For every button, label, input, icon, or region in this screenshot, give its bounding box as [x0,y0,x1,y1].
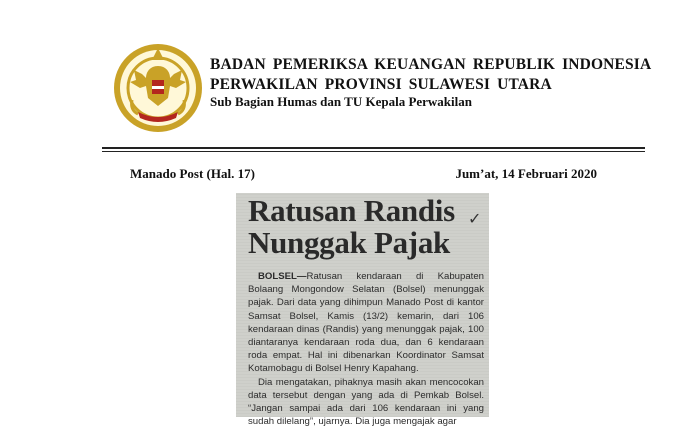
garuda-emblem-icon [112,40,204,136]
bpk-logo [112,40,204,136]
clipping-headline [248,195,455,259]
header-divider [102,147,645,149]
clipping-date: Jum’at, 14 Februari 2020 [455,166,597,181]
headline-line-2: Nunggak Pajak [248,225,450,260]
article-paragraph: Dia mengatakan, pihaknya masih akan mencocokan data tersebut dengan yang ada di Pemkab Bolsel. “Jangan sampai ada dari 106 kendaraan ini yang sudah dilelang”, ujarnya. Dia juga mengajak agar [248,376,484,428]
org-subdivision: Sub Bagian Humas dan TU Kepala Perwakilan [210,94,472,109]
newspaper-clipping [236,193,489,428]
clipping-source: Manado Post (Hal. 17) [130,166,255,181]
article-paragraph [248,270,484,376]
headline-line-1: Ratusan Randis [248,193,455,228]
article-body [248,270,484,428]
article-lead: BOLSEL— [258,271,307,282]
header-divider-thin [102,151,645,152]
article-paragraph-1-text: Ratusan kendaraan di Kabupaten Bolaang Mongondow Selatan (Bolsel) menunggak pajak. Dari data yang dihimpun Manado Post di kantor Samsat Bolsel, Kamis (13/2) kemarin, dari 106 kendaraan dinas (Randis) yang menunggak pajak, 100 diantaranya kendaraan roda dua, dan 6 kendaraan roda empat. Hal ini dibenarkan Koordinator Samsat Kotamobagu di Bolsel Henry Kapahang. [248,271,484,375]
org-branch: PERWAKILAN PROVINSI SULAWESI UTARA [210,76,552,93]
org-name: BADAN PEMERIKSA KEUANGAN REPUBLIK INDONESIA [210,56,652,73]
check-mark-icon: ✓ [468,209,482,228]
